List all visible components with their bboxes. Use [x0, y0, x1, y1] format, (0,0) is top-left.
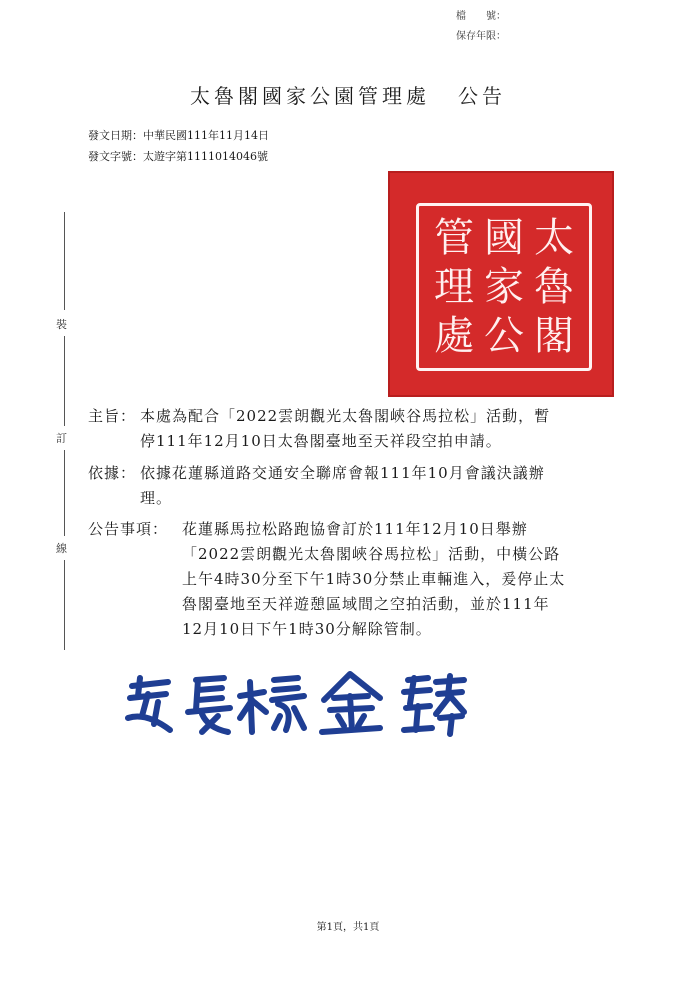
announcement-line: 魯閣臺地至天祥遊憩區域間之空拍活動，並於111年 [182, 595, 550, 613]
announcement-line: 花蓮縣馬拉松路跑協會訂於111年12月10日舉辦 [182, 520, 528, 538]
announcement-line: 「2022雲朗觀光太魯閣峽谷馬拉松」活動，中橫公路 [182, 545, 561, 563]
page-number: 第1頁，共1頁 [316, 922, 380, 933]
announcement-label: 公告事項： [88, 520, 169, 538]
binding-line-segment [64, 212, 65, 310]
official-seal [388, 171, 614, 397]
announcement-line: 上午4時30分至下午1時30分禁止車輛進入，爰停止太 [182, 570, 566, 588]
document-title [0, 80, 696, 109]
document-type: 公告 [458, 84, 506, 108]
signature-brush-strokes [118, 668, 468, 740]
basis-line: 理。 [140, 489, 173, 507]
binding-mark-xian: 線 [56, 542, 67, 555]
basis-section [88, 461, 628, 513]
basis-line: 依據花蓮縣道路交通安全聯席會報111年10月會議決議辦 [140, 464, 545, 482]
document-number-label: 發文字號： [88, 150, 143, 163]
subject-section [88, 404, 628, 456]
seal-characters: 管 國 太 理 家 魯 處 公 閣 [434, 215, 574, 359]
binding-mark-ding: 訂 [56, 432, 67, 445]
binding-line-segment [64, 450, 65, 536]
subject-line: 本處為配合「2022雲朗觀光太魯閣峽谷馬拉松」活動，暫 [140, 407, 551, 425]
binding-line-segment [64, 560, 65, 650]
subject-line: 停111年12月10日太魯閣臺地至天祥段空拍申請。 [140, 432, 502, 450]
binding-line-segment [64, 336, 65, 426]
issue-date-label: 發文日期： [88, 129, 143, 142]
document-number-row [88, 148, 268, 166]
issue-date-row [88, 127, 269, 145]
retention-period-label: 保存年限： [456, 31, 506, 42]
seal-border [416, 203, 592, 371]
basis-label: 依據： [88, 464, 137, 482]
issue-date-value: 中華民國111年11月14日 [143, 129, 269, 142]
agency-name: 太魯閣國家公園管理處 [190, 84, 430, 108]
file-number-label: 檔 號： [456, 11, 506, 22]
announcement-line: 12月10日下午1時30分解除管制。 [182, 620, 432, 638]
subject-label: 主旨： [88, 407, 137, 425]
announcement-section [88, 517, 628, 647]
director-signature [118, 668, 468, 740]
binding-mark-zhuang: 裝 [56, 318, 67, 331]
document-number-value: 太遊字第1111014046號 [143, 150, 268, 163]
